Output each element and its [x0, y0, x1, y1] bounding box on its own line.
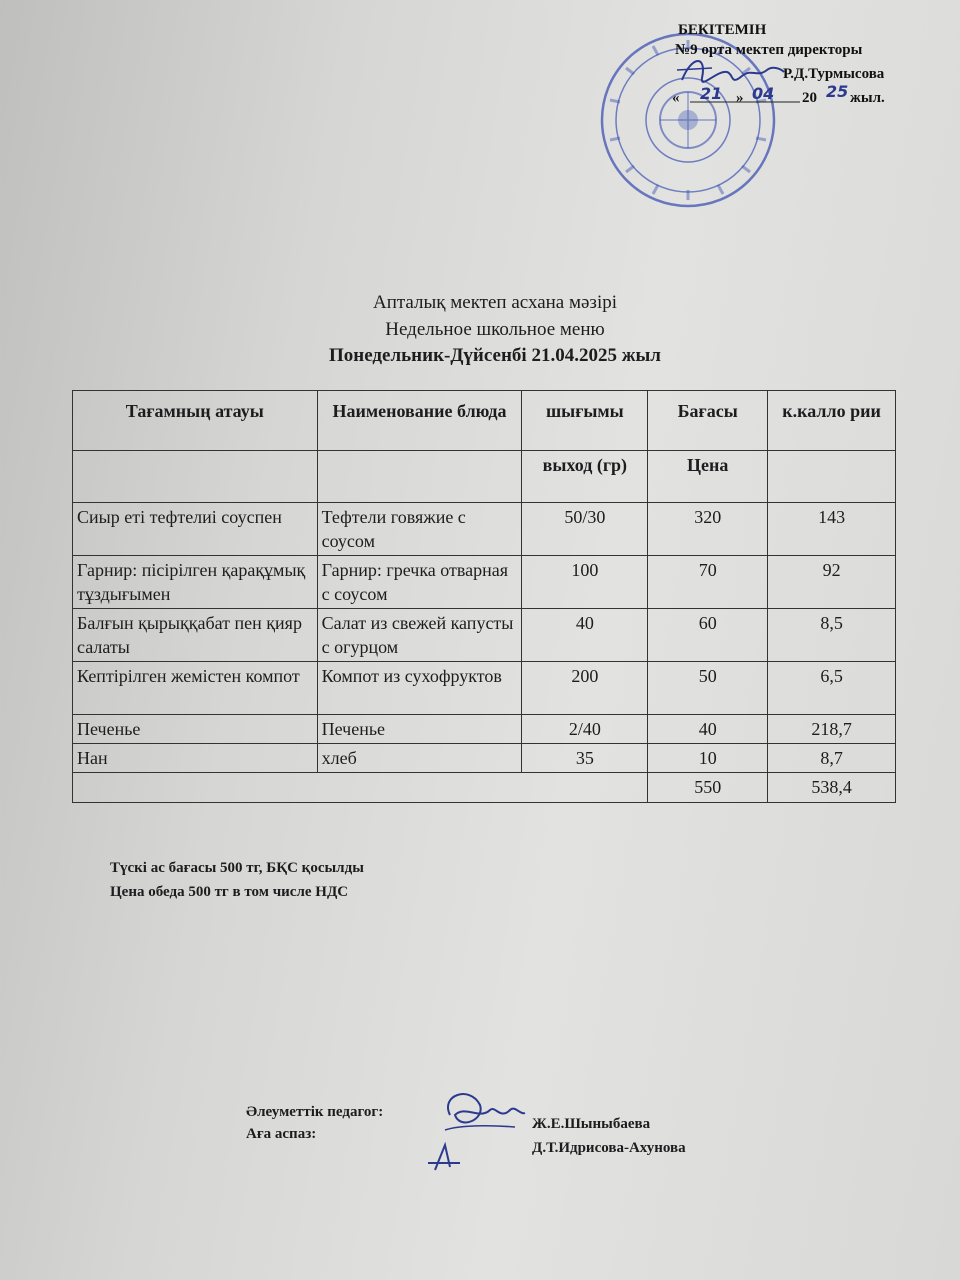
title-day: Понедельник-Дүйсенбі 21.04.2025 жыл — [329, 345, 661, 366]
row-name-kz: Кептірілген жемістен компот — [73, 662, 318, 715]
subheader-price-ru: Цена — [648, 451, 768, 503]
footer-signatures — [420, 1075, 530, 1175]
approval-heading: БЕКІТЕМІН — [678, 22, 767, 38]
row-name-ru: хлеб — [317, 744, 522, 773]
row-price: 10 — [648, 744, 768, 773]
table-row — [73, 744, 896, 773]
row-price: 60 — [648, 609, 768, 662]
row-name-kz: Балғын қырыққабат пен қияр салаты — [73, 609, 318, 662]
table-row — [73, 609, 896, 662]
row-name-kz: Сиыр еті тефтелиі соуспен — [73, 503, 318, 556]
approval-year-suffix: жыл. — [850, 90, 885, 106]
row-yield: 40 — [522, 609, 648, 662]
title-kz: Апталық мектеп асхана мәзірі — [372, 292, 617, 313]
table-row — [73, 503, 896, 556]
row-yield: 35 — [522, 744, 648, 773]
header-price-kz: Бағасы — [648, 391, 768, 451]
row-kcal: 6,5 — [768, 662, 896, 715]
table-row — [73, 556, 896, 609]
table-row — [73, 662, 896, 715]
subheader-empty-2 — [317, 451, 522, 503]
row-kcal: 143 — [768, 503, 896, 556]
row-name-kz: Нан — [73, 744, 318, 773]
total-price: 550 — [648, 773, 768, 803]
footer-name-2: Д.Т.Идрисова-Ахунова — [532, 1140, 686, 1156]
row-name-ru: Печенье — [317, 715, 522, 744]
row-name-ru: Тефтели говяжие с соусом — [317, 503, 522, 556]
row-price: 70 — [648, 556, 768, 609]
approval-director-name: Р.Д.Турмысова — [783, 66, 885, 82]
footer-name-1: Ж.Е.Шыныбаева — [532, 1116, 651, 1132]
approval-day: 21 — [700, 84, 723, 103]
table-subheader-row — [73, 451, 896, 503]
total-kcal: 538,4 — [768, 773, 896, 803]
price-note-ru: Цена обеда 500 тг в том числе НДС — [110, 884, 349, 900]
subheader-empty-3 — [768, 451, 896, 503]
approval-month: 04 — [752, 84, 775, 103]
row-kcal: 92 — [768, 556, 896, 609]
row-price: 40 — [648, 715, 768, 744]
row-name-ru: Гарнир: гречка отварная с соусом — [317, 556, 522, 609]
price-note-kz: Түскі ас бағасы 500 тг, БҚС қосылды — [110, 860, 364, 876]
row-kcal: 8,5 — [768, 609, 896, 662]
row-kcal: 8,7 — [768, 744, 896, 773]
table-row — [73, 715, 896, 744]
header-name-kz: Тағамның атауы — [73, 391, 318, 451]
row-yield: 100 — [522, 556, 648, 609]
header-yield-kz: шығымы — [522, 391, 648, 451]
table-header-row — [73, 391, 896, 451]
row-yield: 2/40 — [522, 715, 648, 744]
subheader-yield-ru: выход (гр) — [522, 451, 648, 503]
footer-role-social-pedagogue: Әлеуметтік педагог: — [246, 1104, 384, 1120]
approval-date-open: « — [672, 90, 680, 106]
row-name-ru: Салат из свежей капусты с огурцом — [317, 609, 522, 662]
row-kcal: 218,7 — [768, 715, 896, 744]
title-ru: Недельное школьное меню — [385, 319, 605, 340]
row-yield: 50/30 — [522, 503, 648, 556]
header-calories: к.калло рии — [768, 391, 896, 451]
approval-date-close: » — [736, 90, 744, 106]
total-label-empty — [73, 773, 648, 803]
row-price: 50 — [648, 662, 768, 715]
approval-year-prefix: 20 — [802, 90, 817, 106]
row-yield: 200 — [522, 662, 648, 715]
director-signature — [672, 50, 792, 100]
approval-year: 25 — [826, 82, 849, 101]
footer-role-head-cook: Аға аспаз: — [246, 1126, 317, 1142]
menu-table — [72, 390, 896, 803]
row-name-ru: Компот из сухофруктов — [317, 662, 522, 715]
row-name-kz: Печенье — [73, 715, 318, 744]
approval-position: №9 орта мектеп директоры — [675, 42, 863, 58]
table-total-row — [73, 773, 896, 803]
subheader-empty-1 — [73, 451, 318, 503]
row-name-kz: Гарнир: пісірілген қарақұмық тұздығымен — [73, 556, 318, 609]
header-name-ru: Наименование блюда — [317, 391, 522, 451]
row-price: 320 — [648, 503, 768, 556]
